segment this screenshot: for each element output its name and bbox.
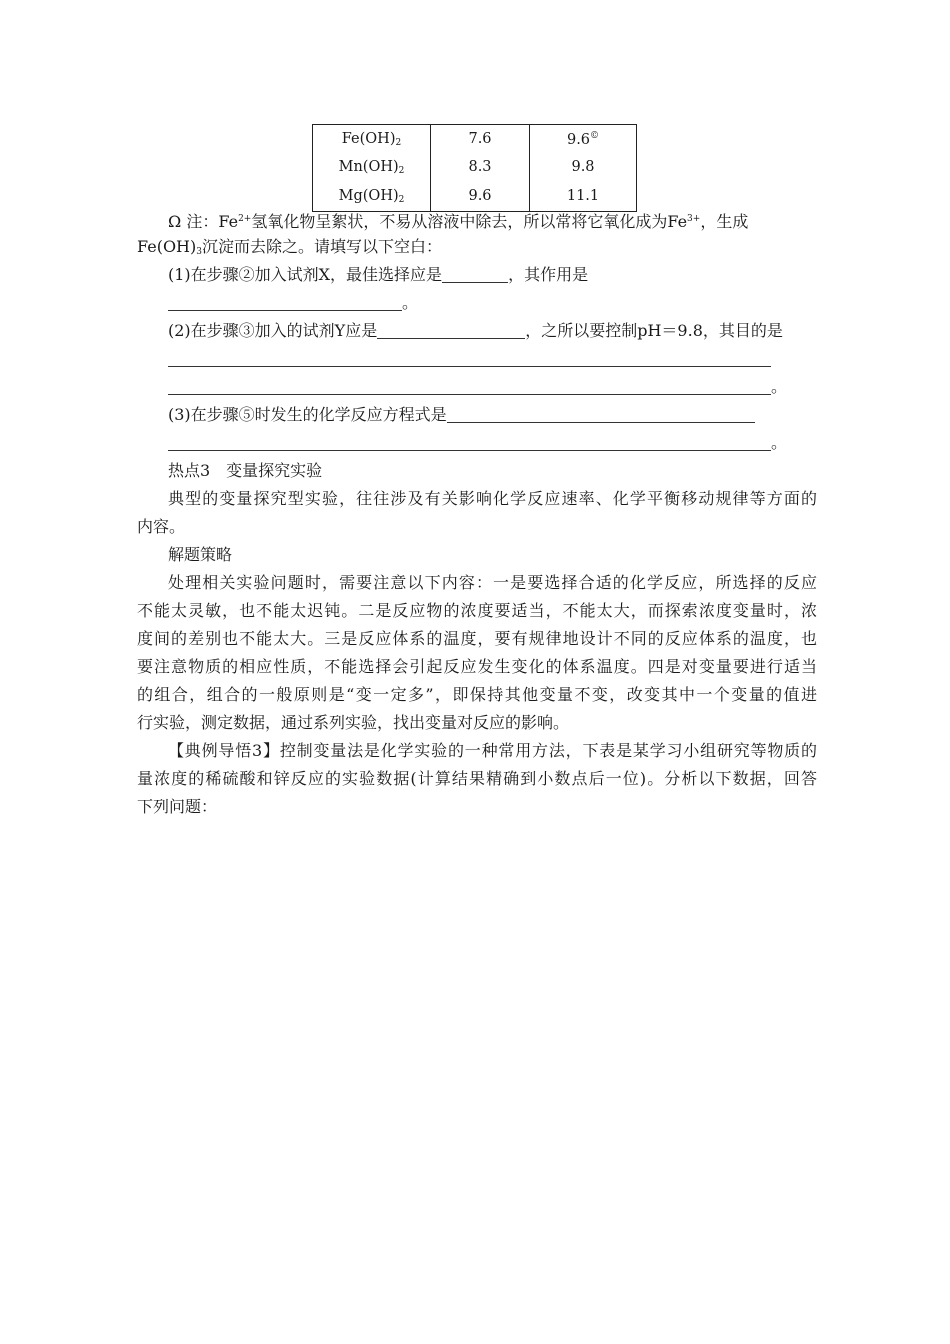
answer-blank[interactable]	[168, 349, 771, 367]
section-heading: 热点3 变量探究实验	[168, 461, 323, 480]
intro-line-2: 内容。	[137, 517, 186, 536]
strategy-line-1: 处理相关实验问题时，需要注意以下内容：一是要选择合适的化学反应，所选择的反应	[168, 573, 817, 592]
answer-blank[interactable]	[377, 321, 525, 339]
hydroxide-name: $Mg(OH)_2$	[313, 181, 431, 212]
hydroxide-name: $Mn(OH)_2$	[313, 153, 431, 181]
table-note-line-1: Ω 注：$Fe^{2+}$氢氧化物呈絮状，不易从溶液中除去，所以常将它氧化成为$Fe^{3+}$，生成	[168, 212, 749, 231]
strategy-line-3: 度间的差别也不能太大。三是反应体系的温度，要有规律地设计不同的反应体系的温度，也	[137, 629, 817, 648]
answer-blank[interactable]	[168, 377, 771, 395]
question-2-line-3: 。	[168, 376, 848, 398]
table-note-line-2: $Fe(OH)_3$沉淀而去除之。请填写以下空白：	[137, 237, 442, 257]
start-ph: 9.6	[431, 181, 530, 212]
ph-range-table	[312, 124, 637, 212]
start-ph: 7.6	[431, 125, 530, 154]
answer-blank[interactable]	[442, 265, 508, 283]
question-2-line-2	[168, 348, 848, 370]
answer-blank[interactable]	[168, 433, 771, 451]
strategy-line-5: 的组合，组合的一般原则是“变一定多”，即保持其他变量不变，改变其中一个变量的值进	[137, 685, 817, 704]
end-ph: 9.6©	[530, 125, 637, 154]
question-1: (1)在步骤②加入试剂X，最佳选择应是 ，其作用是	[168, 265, 589, 284]
question-3-line-2: 。	[168, 432, 848, 454]
question-2: (2)在步骤③加入的试剂Y应是 ，之所以要控制pH＝9.8，其目的是	[168, 321, 783, 340]
end-ph: 11.1	[530, 181, 637, 212]
hydroxide-name: $Fe(OH)_2$	[313, 125, 431, 154]
question-3: (3)在步骤⑤时发生的化学反应方程式是	[168, 404, 848, 426]
intro-line-1: 典型的变量探究型实验，往往涉及有关影响化学反应速率、化学平衡移动规律等方面的	[168, 489, 817, 508]
table-row	[313, 181, 637, 212]
answer-blank[interactable]	[447, 405, 755, 423]
strategy-line-2: 不能太灵敏，也不能太迟钝。二是反应物的浓度要适当，不能太大，而探索浓度变量时，浓	[137, 601, 817, 620]
strategy-line-6: 行实验，测定数据，通过系列实验，找出变量对反应的影响。	[137, 713, 570, 732]
table-row	[313, 153, 637, 181]
note-mark: ©	[590, 130, 600, 141]
end-ph: 9.8	[530, 153, 637, 181]
strategy-heading: 解题策略	[168, 545, 233, 564]
example-line-3: 下列问题：	[137, 797, 218, 816]
start-ph: 8.3	[431, 153, 530, 181]
table-row	[313, 125, 637, 154]
example-line-1: 【典例导悟3】控制变量法是化学实验的一种常用方法，下表是某学习小组研究等物质的	[168, 741, 817, 760]
answer-blank[interactable]	[168, 293, 402, 311]
example-line-2: 量浓度的稀硫酸和锌反应的实验数据(计算结果精确到小数点后一位)。分析以下数据，回答	[137, 769, 817, 788]
strategy-line-4: 要注意物质的相应性质，不能选择会引起反应发生变化的体系温度。四是对变量要进行适当	[137, 657, 817, 676]
question-1-line-2: 。	[168, 292, 848, 314]
